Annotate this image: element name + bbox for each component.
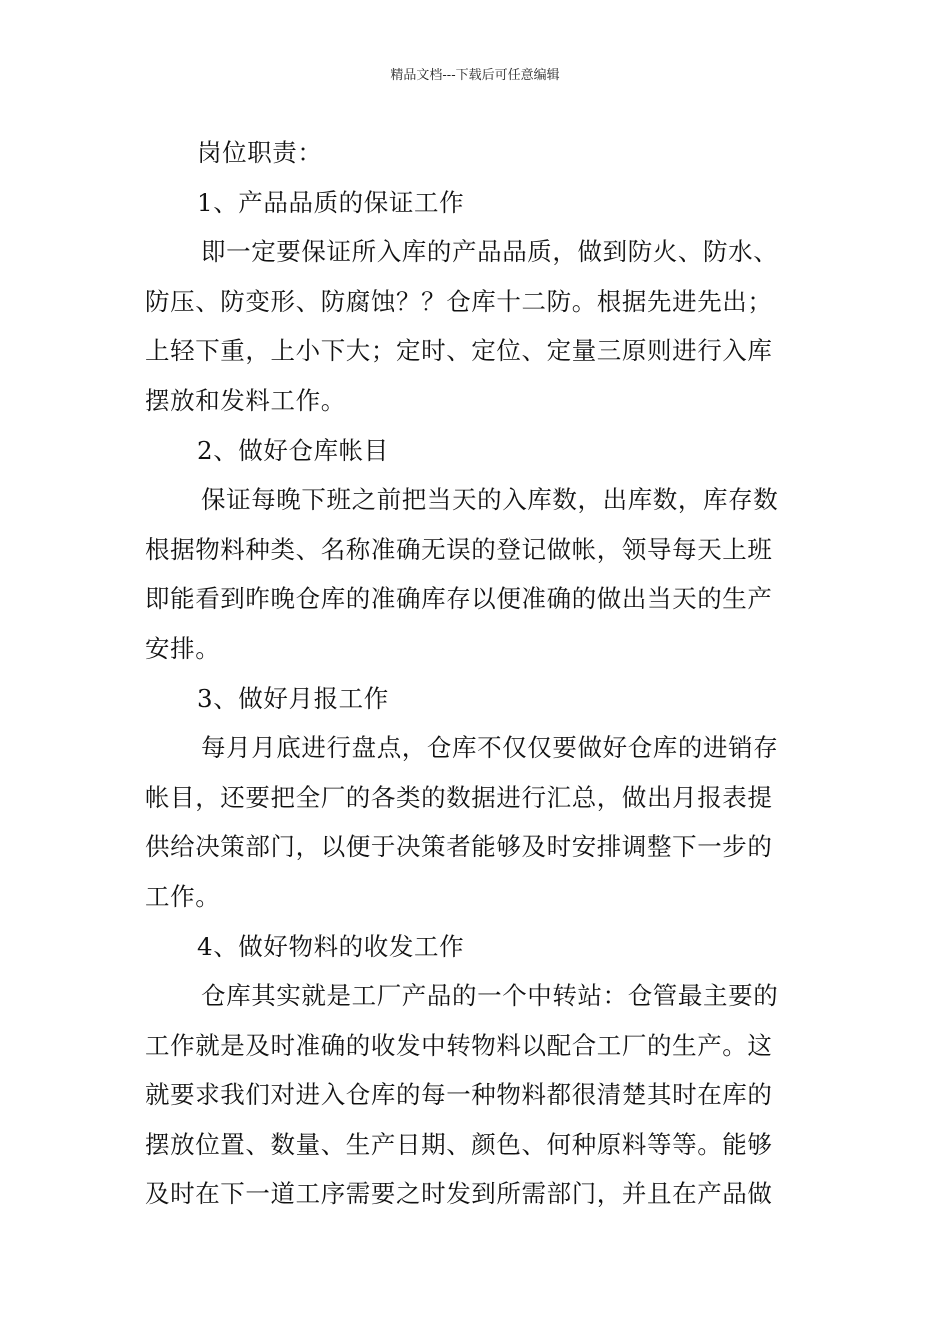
paragraph-4-line-1: 仓库其实就是工厂产品的一个中转站：仓管最主要的 xyxy=(201,981,779,1011)
paragraph-2-line-1: 保证每晚下班之前把当天的入库数，出库数，库存数 xyxy=(201,485,779,515)
paragraph-3-line-1: 每月月底进行盘点，仓库不仅仅要做好仓库的进销存 xyxy=(201,733,779,763)
paragraph-4-line-5: 及时在下一道工序需要之时发到所需部门，并且在产品做 xyxy=(145,1179,773,1209)
document-body xyxy=(145,128,810,1219)
paragraph-2-line-3: 即能看到昨晚仓库的准确库存以便准确的做出当天的生产 xyxy=(145,584,773,614)
paragraph-4-line-3: 就要求我们对进入仓库的每一种物料都很清楚其时在库的 xyxy=(145,1080,773,1110)
paragraph-3-line-2: 帐目，还要把全厂的各类的数据进行汇总，做出月报表提 xyxy=(145,782,773,812)
paragraph-4-line-4: 摆放位置、数量、生产日期、颜色、何种原料等等。能够 xyxy=(145,1129,773,1159)
section-title: 岗位职责： xyxy=(197,138,323,167)
heading-4: 4、做好物料的收发工作 xyxy=(197,931,465,961)
paragraph-1-line-4: 摆放和发料工作。 xyxy=(145,385,346,415)
paragraph-2-line-4: 安排。 xyxy=(145,633,221,663)
paragraph-3-line-3: 供给决策部门，以便于决策者能够及时安排调整下一步的 xyxy=(145,832,773,862)
paragraph-1-line-2: 防压、防变形、防腐蚀？？仓库十二防。根据先进先出； xyxy=(145,286,773,316)
heading-3: 3、做好月报工作 xyxy=(197,683,389,713)
heading-2: 2、做好仓库帐目 xyxy=(197,435,389,465)
heading-1: 1、产品品质的保证工作 xyxy=(197,187,465,217)
paragraph-4-line-2: 工作就是及时准确的收发中转物料以配合工厂的生产。这 xyxy=(145,1030,773,1060)
paragraph-1-line-3: 上轻下重，上小下大；定时、定位、定量三原则进行入库 xyxy=(145,336,773,366)
paragraph-2-line-2: 根据物料种类、名称准确无误的登记做帐，领导每天上班 xyxy=(145,534,773,564)
paragraph-3-line-4: 工作。 xyxy=(145,881,221,911)
paragraph-1-line-1: 即一定要保证所入库的产品品质，做到防火、防水、 xyxy=(201,237,779,267)
page-header: 精品文档---下载后可任意编辑 xyxy=(390,68,560,83)
